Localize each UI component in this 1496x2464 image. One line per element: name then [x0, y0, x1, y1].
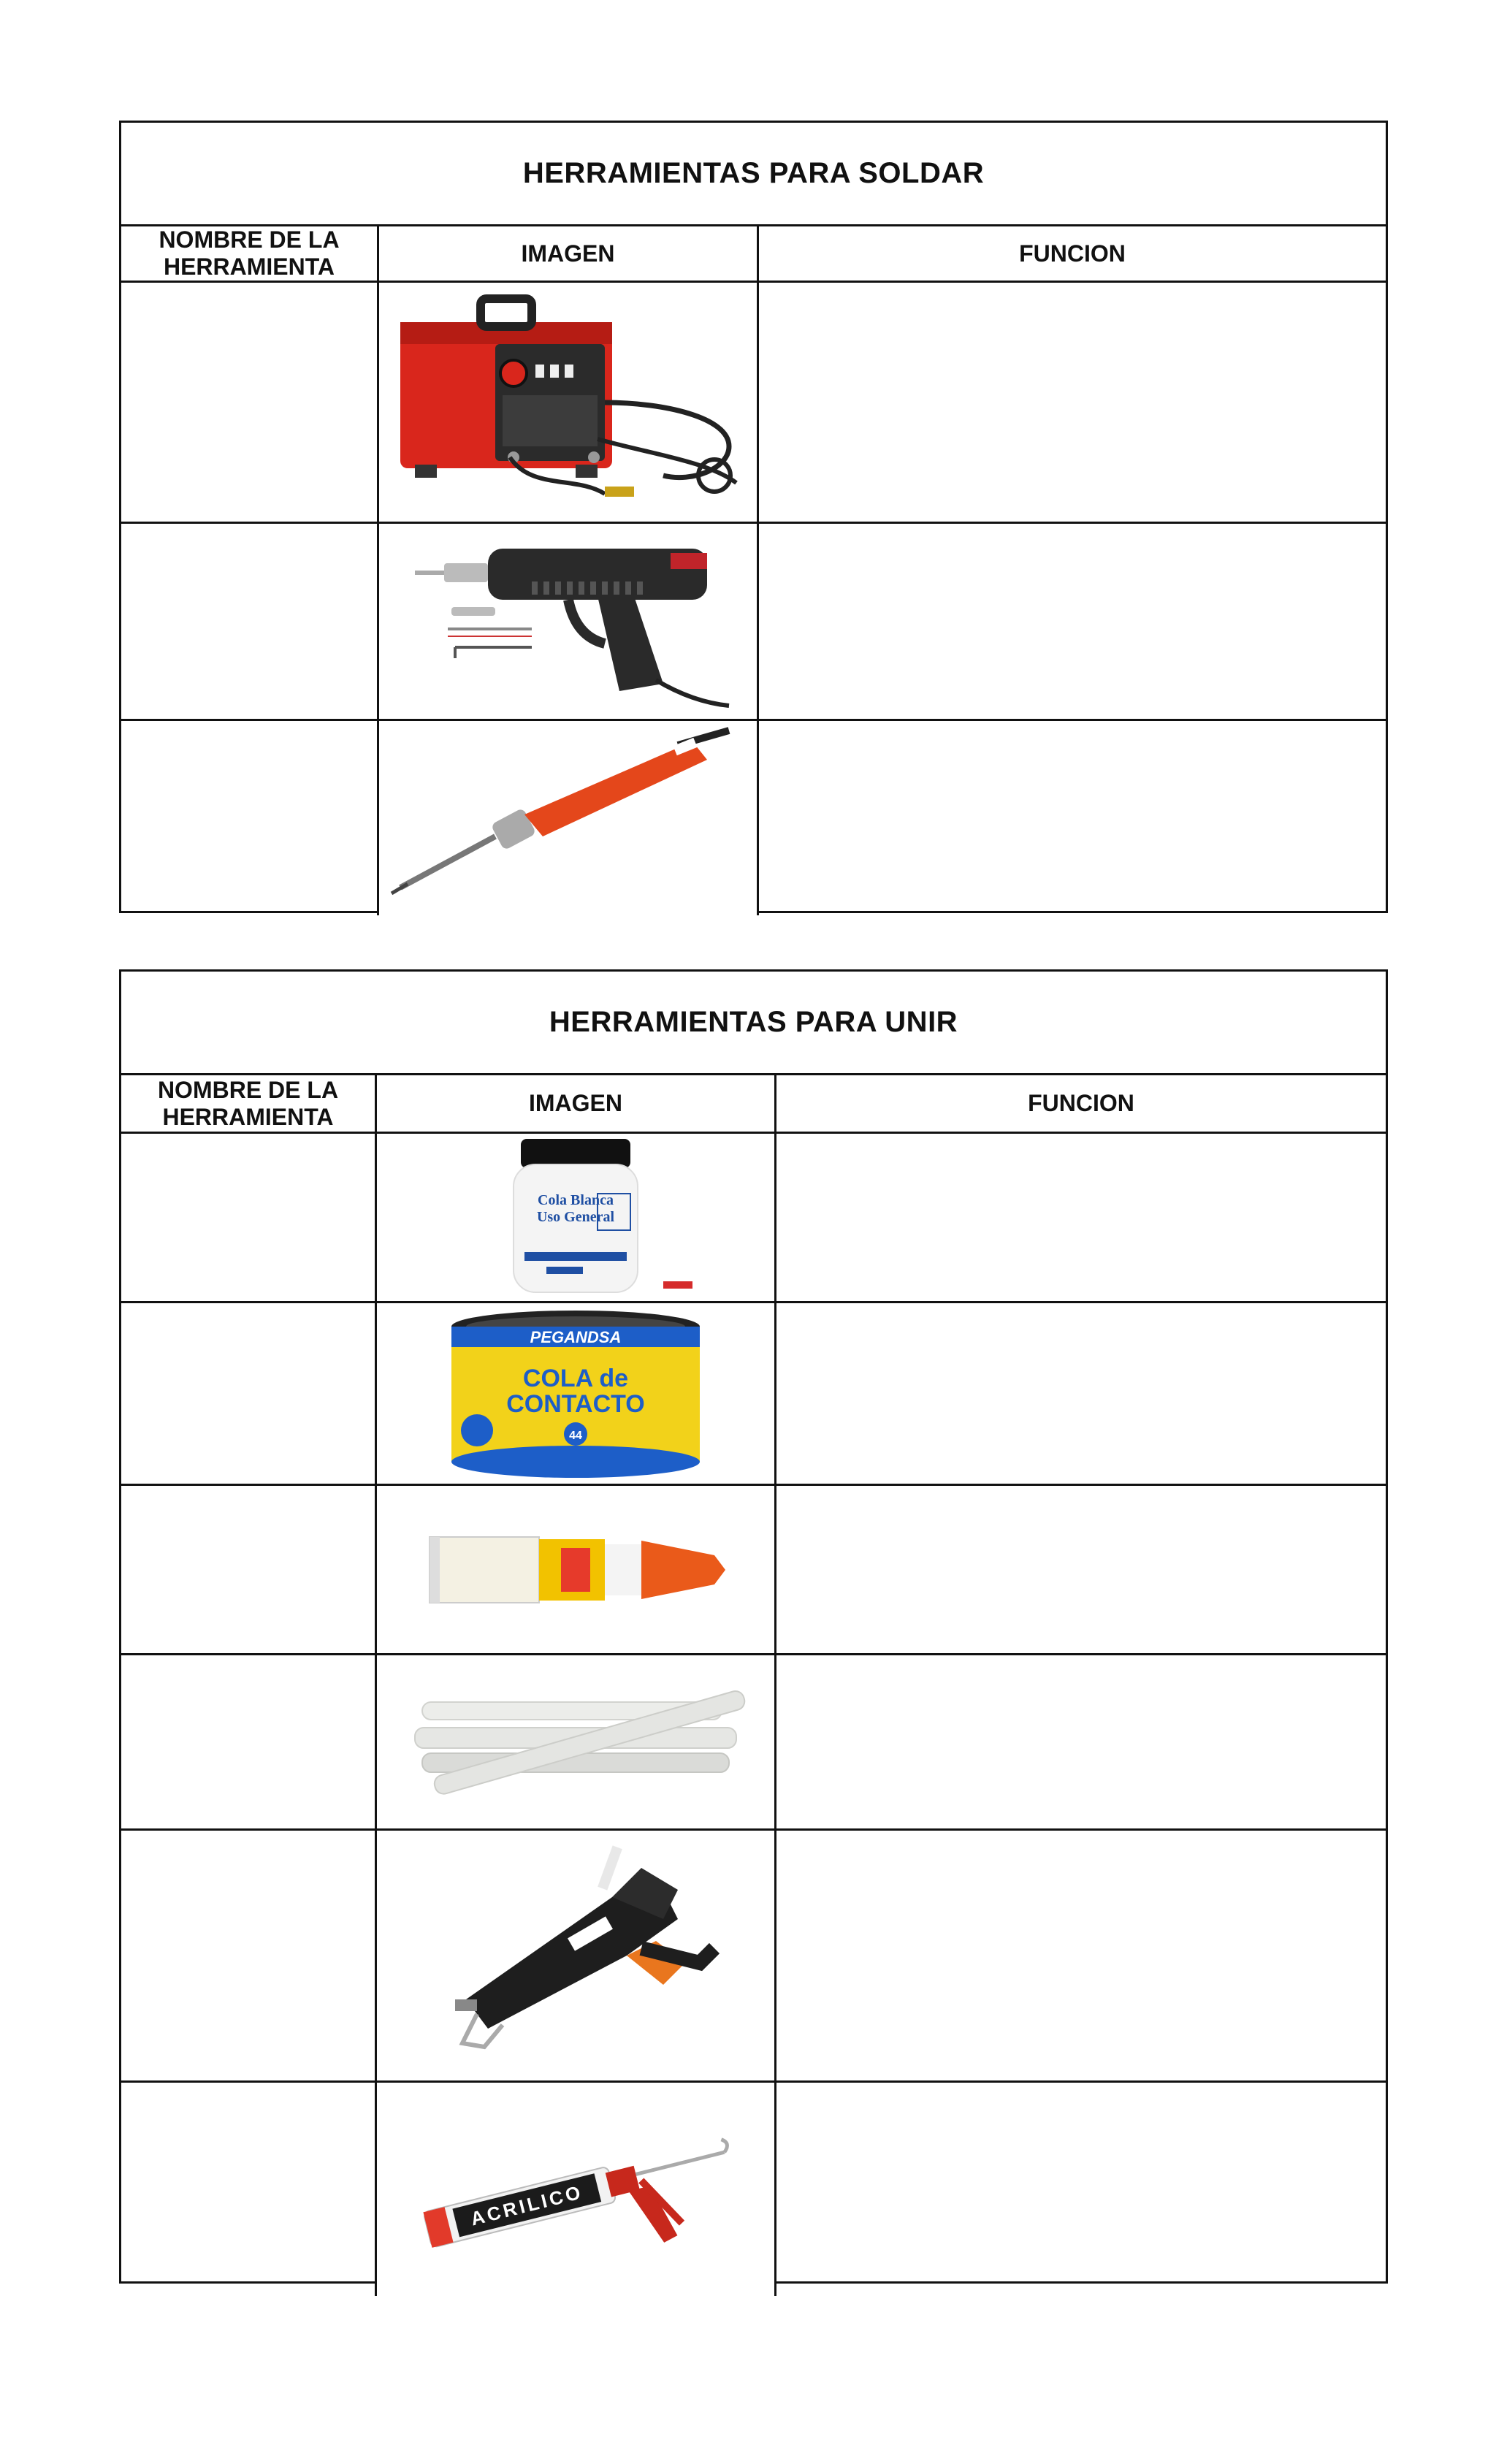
table-row [121, 1655, 1386, 1831]
funcion-cell[interactable] [776, 1831, 1386, 2080]
table-row [121, 1831, 1386, 2083]
tabla-herramientas-unir [119, 969, 1388, 2284]
table-row [121, 524, 1386, 721]
nombre-cell[interactable] [121, 721, 379, 915]
hot-glue-gun-icon [422, 1839, 729, 2072]
imagen-cell [377, 1655, 776, 1828]
header-nombre: NOMBRE DE LA HERRAMIENTA [121, 226, 379, 281]
table-row [121, 283, 1386, 524]
table-row [121, 1134, 1386, 1303]
nombre-cell[interactable] [121, 2083, 377, 2296]
nombre-cell[interactable] [121, 1486, 377, 1653]
table-row [121, 1486, 1386, 1655]
imagen-cell [377, 1831, 776, 2080]
funcion-cell[interactable] [759, 283, 1386, 522]
funcion-cell[interactable] [776, 1655, 1386, 1828]
contact-cement-can-icon [444, 1306, 707, 1481]
imagen-cell [377, 1134, 776, 1301]
caulking-gun-icon [408, 2094, 744, 2284]
imagen-cell [379, 283, 759, 522]
table-title: HERRAMIENTAS PARA UNIR [121, 972, 1386, 1075]
funcion-cell[interactable] [759, 721, 1386, 915]
nombre-cell[interactable] [121, 1134, 377, 1301]
header-nombre: NOMBRE DE LA HERRAMIENTA [121, 1075, 377, 1132]
table-header-row [121, 1075, 1386, 1134]
nombre-cell[interactable] [121, 283, 379, 522]
funcion-cell[interactable] [776, 2083, 1386, 2296]
table-title: HERRAMIENTAS PARA SOLDAR [121, 123, 1386, 226]
header-imagen: IMAGEN [379, 226, 759, 281]
nombre-cell[interactable] [121, 1303, 377, 1484]
white-glue-jar-icon [451, 1135, 700, 1300]
tabla-herramientas-soldar [119, 121, 1388, 913]
tube-label: ACRILICO [468, 2181, 586, 2230]
table-header-row [121, 226, 1386, 283]
funcion-cell[interactable] [776, 1134, 1386, 1301]
imagen-cell [377, 1303, 776, 1484]
imagen-cell [379, 524, 759, 719]
nombre-cell[interactable] [121, 1831, 377, 2080]
super-glue-tube-icon [415, 1497, 736, 1643]
nombre-cell[interactable] [121, 524, 379, 719]
table-row [121, 1303, 1386, 1486]
funcion-cell[interactable] [776, 1486, 1386, 1653]
glue-sticks-icon [400, 1662, 751, 1823]
table-row [121, 2083, 1386, 2296]
can-label-line1: COLA de [522, 1364, 629, 1392]
nombre-cell[interactable] [121, 1655, 377, 1828]
glue-label-line2: Uso General [536, 1209, 615, 1225]
arc-welder-icon [386, 293, 751, 512]
header-imagen: IMAGEN [377, 1075, 776, 1132]
can-label-line2: CONTACTO [506, 1389, 645, 1418]
glue-label-line1: Cola Blanca [538, 1192, 614, 1208]
header-funcion: FUNCION [1019, 240, 1126, 267]
soldering-iron-icon [386, 727, 751, 909]
can-number: 44 [569, 1429, 582, 1442]
header-funcion: FUNCION [1028, 1090, 1134, 1117]
can-brand: PEGANDSA [530, 1327, 622, 1346]
funcion-cell[interactable] [776, 1303, 1386, 1484]
funcion-cell[interactable] [759, 524, 1386, 719]
soldering-gun-icon [386, 527, 751, 717]
imagen-cell [379, 721, 759, 915]
imagen-cell [377, 1486, 776, 1653]
imagen-cell [377, 2083, 776, 2296]
table-row [121, 721, 1386, 915]
